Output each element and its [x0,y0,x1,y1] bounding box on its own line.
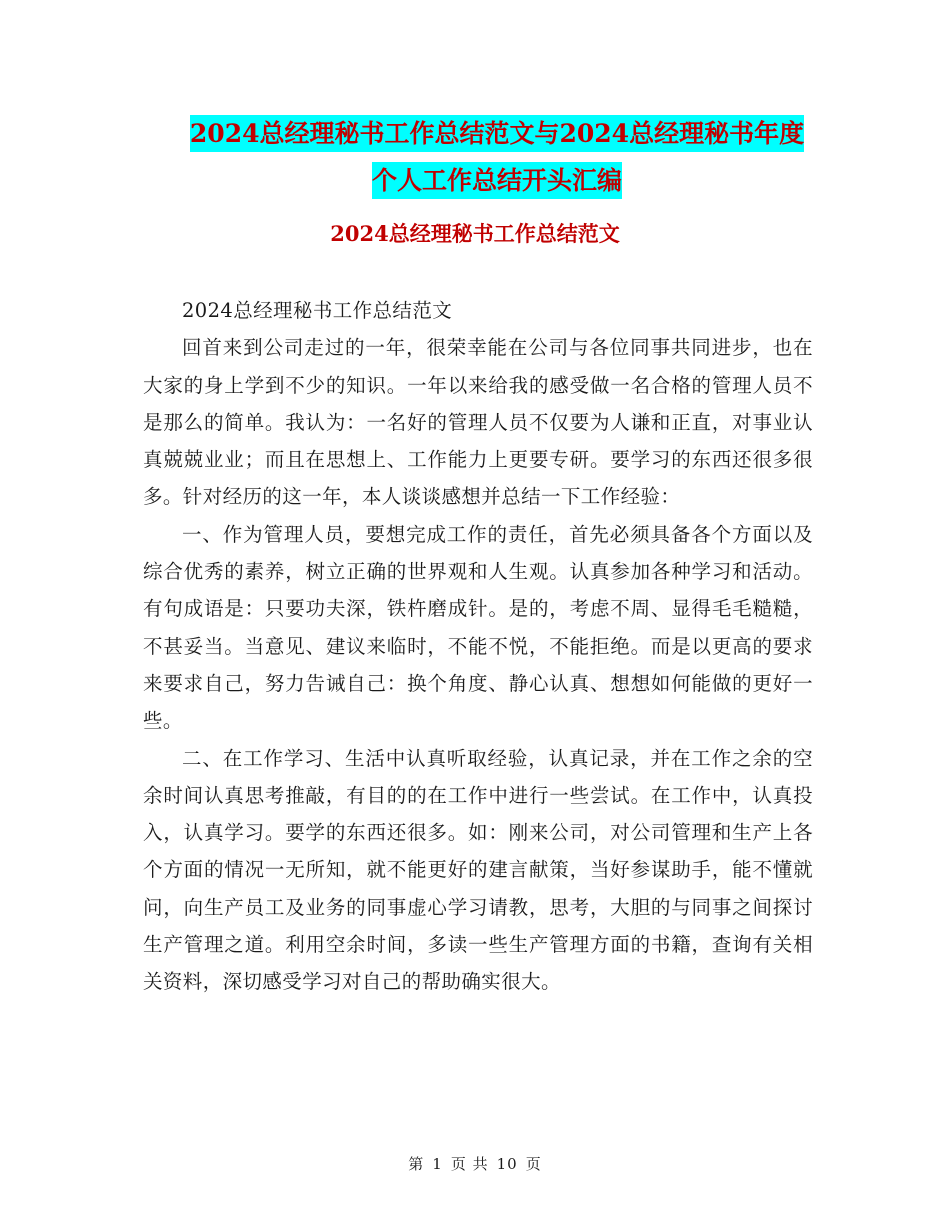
document-title [140,110,854,204]
body-paragraph-subtitle: 2024总经理秘书工作总结范文 [182,299,453,322]
document-title-line-2: 个人工作总结开头汇编 [372,162,622,199]
document-body [143,292,813,1001]
section-heading: 2024总经理秘书工作总结范文 [330,221,620,246]
body-paragraph-point-2: 二、在工作学习、生活中认真听取经验，认真记录，并在工作之余的空余时间认真思考推敲，有目的的在工作中进行一些尝试。在工作中，认真投入，认真学习。要学的东西还很多。如：刚来公司，对公司管理和生产上各个方面的情况一无所知，就不能更好的建言献策，当好参谋助手，能不懂就问，向生产员工及业务的同事虚心学习请教，思考，大胆的与同事之间探讨生产管理之道。利用空余时间，多读一些生产管理方面的书籍，查询有关相关资料，深切感受学习对自己的帮助确实很大。 [143,746,813,994]
footer-page-suffix: 页 [525,1155,542,1173]
body-paragraph-point-1: 一、作为管理人员，要想完成工作的责任，首先必须具备各个方面以及综合优秀的素养，树立正确的世界观和人生观。认真参加各种学习和活动。有句成语是：只要功夫深，铁杵磨成针。是的，考虑不周、显得毛毛糙糙，不甚妥当。当意见、建议来临时，不能不悦，不能拒绝。而是以更高的要求来要求自己，努力告诫自己：换个角度、静心认真、想想如何能做的更好一些。 [143,522,813,733]
document-title-line-1: 2024总经理秘书工作总结范文与2024总经理秘书年度 [190,115,804,152]
footer-total-pages: 10 [496,1155,518,1173]
footer-page-prefix: 第 [408,1155,425,1173]
body-paragraph-intro: 回首来到公司走过的一年，很荣幸能在公司与各位同事共同进步，也在大家的身上学到不少的知识。一年以来给我的感受做一名合格的管理人员不是那么的简单。我认为：一名好的管理人员不仅要为人谦和正直，对事业认真兢兢业业；而且在思想上、工作能力上更要专研。要学习的东西还很多很多。针对经历的这一年，本人谈谈感想并总结一下工作经验： [143,336,813,509]
page-footer [0,1153,950,1175]
footer-page-number: 1 [432,1155,443,1173]
footer-page-middle: 页 共 [450,1155,489,1173]
